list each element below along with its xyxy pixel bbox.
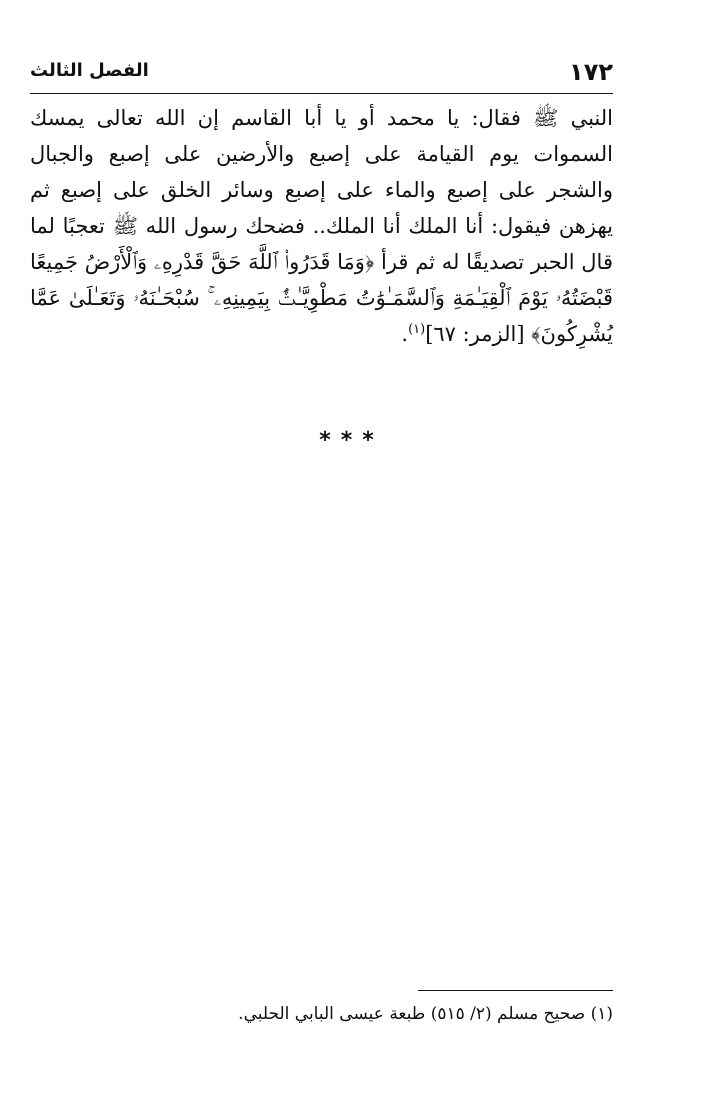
verse-citation: [الزمر: ٦٧] [425,322,532,346]
section-separator: *** [319,428,384,453]
chapter-title: الفصل الثالث [30,60,149,81]
header-divider [30,93,613,94]
body-paragraph [30,100,613,352]
main-text [30,100,613,352]
page-number: ١٧٢ [569,58,613,86]
quran-verse: ﴿وَمَا قَدَرُوا۟ ٱللَّهَ حَقَّ قَدْرِهِۦ وَٱلْأَرْضُ جَمِيعًا قَبْضَتُهُۥ يَوْمَ ٱلْقِيَـٰمَةِ وَٱلسَّمَـٰوَٰتُ مَطْوِيَّـٰتٌۢ بِيَمِينِهِۦ ۚ سُبْحَـٰنَهُۥ وَتَعَـٰلَىٰ عَمَّا يُشْرِكُونَ﴾ [30,250,613,346]
page-header [30,56,613,92]
footnote: (١) صحيح مسلم (٢/ ٥١٥) طبعة عيسى البابي الحلبي. [238,1004,613,1024]
paragraph-text: النبي ﷺ فقال: يا محمد أو يا أبا القاسم إن الله تعالى يمسك السموات يوم القيامة على إصبع والأرضين على إصبع والجبال والشجر على إصبع والماء على إصبع وسائر الخلق على إصبع ثم يهزهن فيقول: أنا الملك أنا الملك.. فضحك رسول الله ﷺ تعجبًا لما قال الحبر تصديقًا له ثم قرأ [30,106,613,274]
footnote-divider [418,990,613,991]
end-punctuation: . [401,322,409,346]
footnote-reference[interactable]: (١) [408,322,426,337]
